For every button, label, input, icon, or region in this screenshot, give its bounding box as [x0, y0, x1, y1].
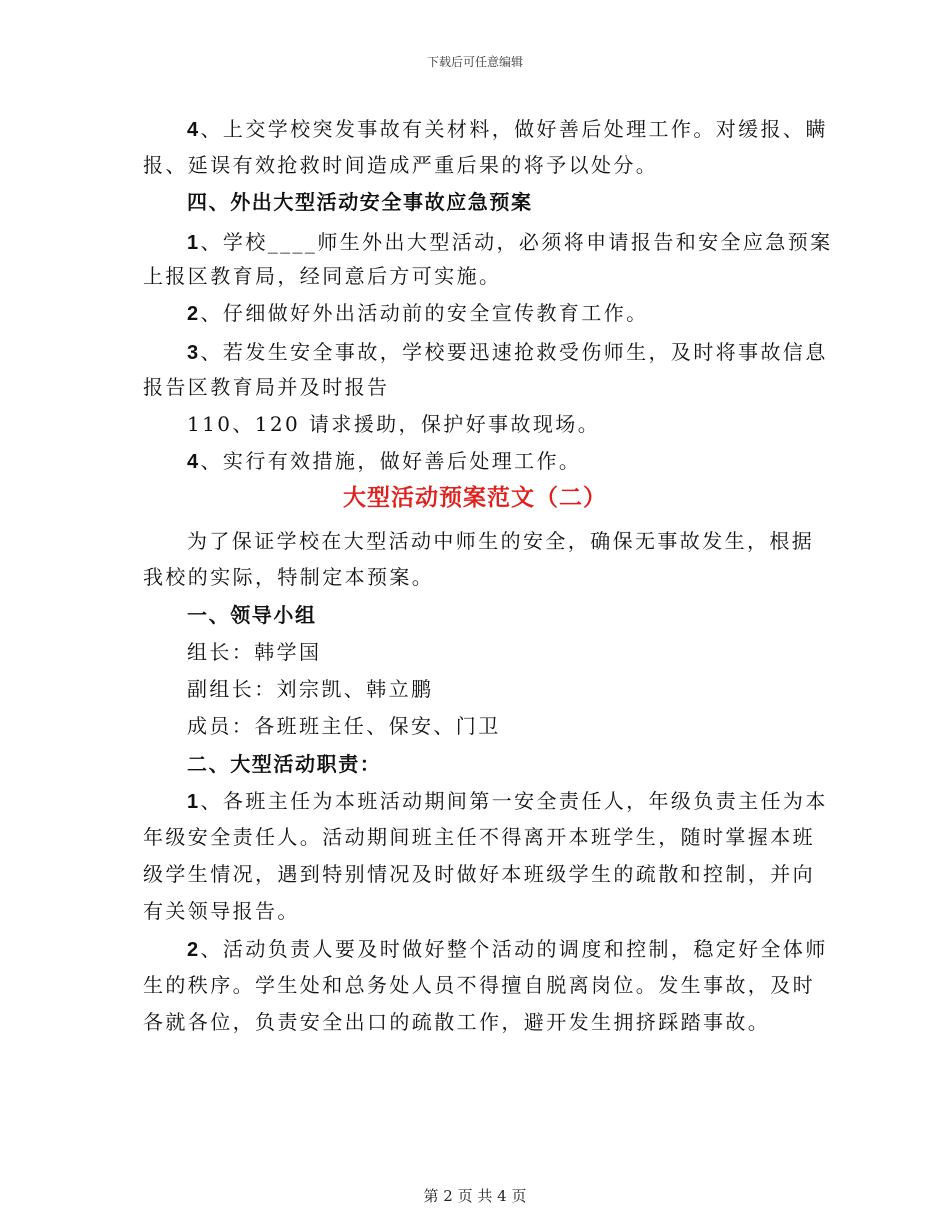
- paragraph-line: 110、120 请求援助，保护好事故现场。: [187, 412, 601, 436]
- section-heading: 四、外出大型活动安全事故应急预案: [187, 190, 533, 214]
- paragraph-line: 年级安全责任人。活动期间班主任不得离开本班学生，随时掌握本班: [143, 825, 815, 849]
- section-title: 大型活动预案范文（二）: [343, 485, 607, 511]
- paragraph-line: 报、延误有效抢救时间造成严重后果的将予以处分。: [143, 153, 659, 177]
- item-number: 4: [187, 451, 201, 473]
- item-number: 4: [187, 119, 201, 141]
- item-number: 1: [187, 791, 201, 813]
- paragraph-line: [187, 117, 828, 142]
- paragraph-line: 各就各位，负责安全出口的疏散工作，避开发生拥挤踩踏事故。: [143, 1010, 771, 1034]
- item-number: 3: [187, 342, 201, 364]
- paragraph-line: 上报区教育局，经同意后方可实施。: [143, 264, 502, 288]
- paragraph-line: [187, 449, 581, 474]
- item-number: 2: [187, 939, 201, 961]
- paragraph-line: 为了保证学校在大型活动中师生的安全，确保无事故发生，根据: [187, 529, 815, 553]
- line-text: 、各班主任为本班活动期间第一安全责任人，年级负责主任为本: [200, 789, 828, 813]
- paragraph-line: 成员：各班班主任、保安、门卫: [187, 714, 501, 738]
- paragraph-line: [187, 937, 828, 962]
- paragraph-line: 级学生情况，遇到特别情况及时做好本班级学生的疏散和控制，并向: [143, 862, 815, 886]
- header-note: 下载后可任意编辑: [426, 55, 523, 69]
- paragraph-line: [187, 789, 828, 814]
- item-number: 2: [187, 303, 201, 325]
- paragraph-line: 组长：韩学国: [187, 640, 322, 664]
- paragraph-line: 我校的实际，特制定本预案。: [143, 565, 435, 589]
- paragraph-line: 副组长：刘宗凯、韩立鹏: [187, 677, 434, 701]
- line-text: 、若发生安全事故，学校要迅速抢救受伤师生，及时将事故信息: [200, 340, 828, 364]
- page-number: 第 2 页 共 4 页: [423, 1187, 527, 1205]
- line-text: 、实行有效措施，做好善后处理工作。: [200, 449, 582, 473]
- paragraph-line: [187, 230, 833, 255]
- section-heading: 一、领导小组: [187, 603, 317, 627]
- paragraph-line: 有关领导报告。: [143, 899, 300, 923]
- line-text: 、仔细做好外出活动前的安全宣传教育工作。: [200, 301, 649, 325]
- item-number: 1: [187, 232, 201, 254]
- paragraph-line: 报告区教育局并及时报告: [143, 375, 390, 399]
- line-text: 、活动负责人要及时做好整个活动的调度和控制，稳定好全体师: [200, 937, 828, 961]
- paragraph-line: [187, 301, 649, 326]
- paragraph-line: [187, 340, 828, 365]
- line-text: 、上交学校突发事故有关材料，做好善后处理工作。对缓报、瞒: [200, 117, 828, 141]
- section-heading: 二、大型活动职责：: [187, 752, 382, 776]
- paragraph-line: 生的秩序。学生处和总务处人员不得擅自脱离岗位。发生事故，及时: [143, 973, 815, 997]
- line-text: 、学校____师生外出大型活动，必须将申请报告和安全应急预案: [200, 230, 833, 254]
